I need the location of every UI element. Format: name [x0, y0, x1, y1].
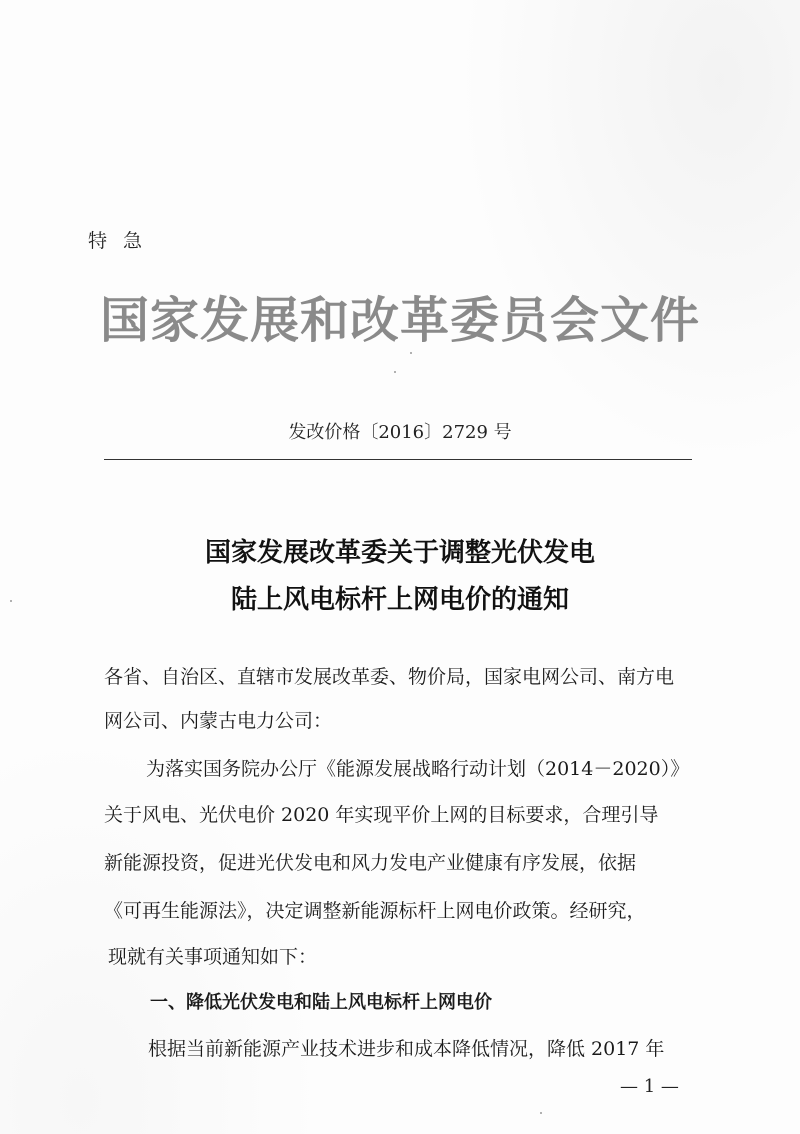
scan-speck	[410, 352, 412, 354]
notice-title-line-1: 国家发展改革委关于调整光伏发电	[204, 538, 595, 568]
document-number: 发改价格〔2016〕2729 号	[288, 422, 512, 443]
scan-speck	[394, 371, 396, 373]
notice-title-line-2: 陆上风电标杆上网电价的通知	[230, 585, 569, 615]
issuing-authority-header: 国家发展和改革委员会文件	[100, 292, 701, 349]
scan-speck	[540, 1112, 542, 1114]
body-line-section-1: 根据当前新能源产业技术进步和成本降低情况，降低 2017 年	[148, 1038, 665, 1060]
body-line-paragraph-1-cont-3: 《可再生能源法》，决定调整新能源标杆上网电价政策。经研究，	[104, 900, 646, 922]
section-heading-1: 一、降低光伏发电和陆上风电标杆上网电价	[150, 992, 492, 1013]
body-line-paragraph-1-cont-4: 现就有关事项通知如下：	[108, 946, 318, 968]
scan-speck	[10, 600, 12, 602]
body-line-paragraph-1-cont-2: 新能源投资，促进光伏发电和风力发电产业健康有序发展，依据	[104, 852, 637, 874]
body-line-recipients: 各省、自治区、直辖市发展改革委、物价局，国家电网公司、南方电	[104, 666, 675, 688]
body-line-paragraph-1: 为落实国务院办公厅《能源发展战略行动计划（2014－2020）》	[146, 758, 690, 780]
body-line-paragraph-1-cont-1: 关于风电、光伏电价 2020 年实现平价上网的目标要求，合理引导	[104, 804, 659, 826]
header-divider	[104, 459, 692, 460]
urgency-label: 特急	[88, 230, 159, 252]
body-line-recipients-cont: 网公司、内蒙古电力公司：	[104, 710, 333, 732]
page-number: — 1 —	[620, 1076, 679, 1097]
